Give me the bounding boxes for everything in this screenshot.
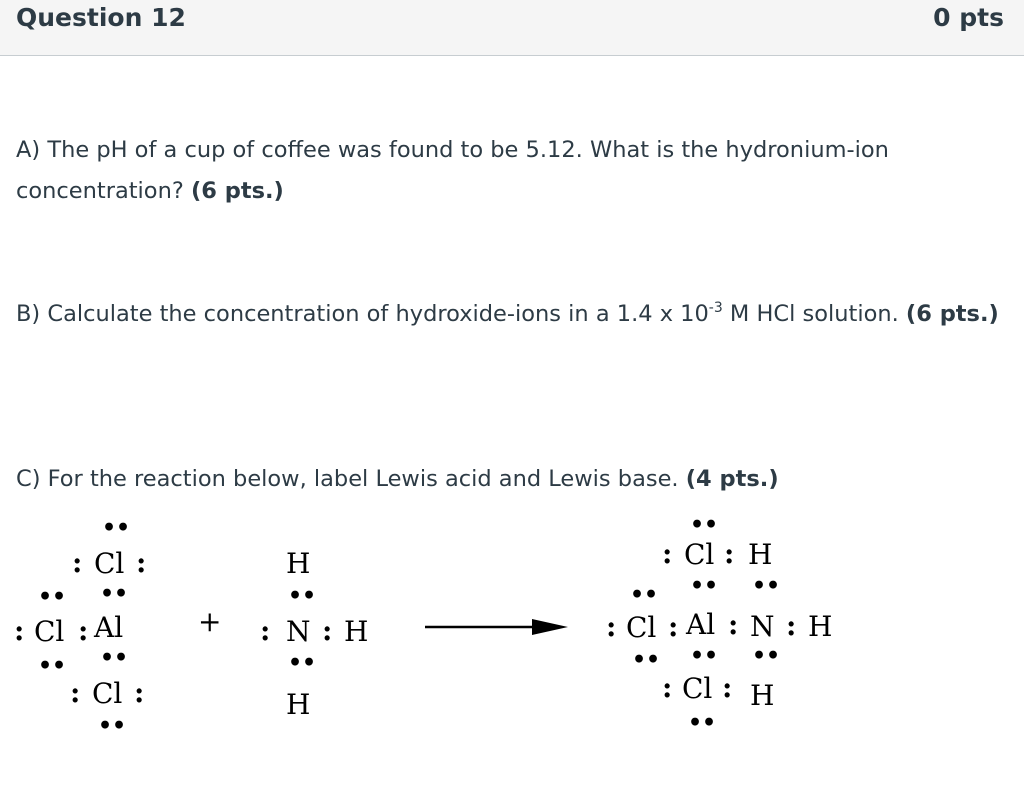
svg-text::: : — [78, 614, 89, 647]
svg-text::: : — [786, 609, 797, 642]
product-h-bottom: H — [750, 679, 775, 712]
product-cl-top: Cl — [684, 538, 715, 571]
svg-text:••: •• — [752, 573, 781, 599]
part-b-question-end: M HCl solution. — [722, 301, 906, 327]
part-b-text — [16, 294, 1001, 335]
lewis-reaction-diagram — [0, 505, 1024, 755]
product-n: N — [750, 610, 775, 643]
n-atom: N — [286, 615, 311, 648]
alcl3-structure — [14, 515, 146, 739]
svg-text:••: •• — [38, 584, 67, 610]
svg-text::: : — [668, 610, 679, 643]
svg-text::: : — [724, 537, 735, 570]
h-atom-top: H — [286, 547, 311, 580]
svg-text:••: •• — [38, 653, 67, 679]
part-c-question: C) For the reaction below, label Lewis acid and Lewis base. — [16, 466, 686, 492]
h-atom-right: H — [344, 615, 369, 648]
svg-text::: : — [728, 608, 739, 641]
svg-text::: : — [70, 676, 81, 709]
svg-text:••: •• — [288, 650, 317, 676]
svg-text:••: •• — [690, 573, 719, 599]
svg-text:••: •• — [690, 643, 719, 669]
question-header — [0, 0, 1024, 56]
svg-text::: : — [260, 614, 271, 647]
question-title: Question 12 — [16, 3, 186, 32]
product-h-top: H — [748, 538, 773, 571]
svg-text:••: •• — [100, 645, 129, 671]
svg-text::: : — [322, 614, 333, 647]
part-c-text — [16, 459, 1001, 500]
svg-text::: : — [662, 671, 673, 704]
h-atom-bottom: H — [286, 688, 311, 721]
al-atom: Al — [94, 611, 124, 644]
product-al: Al — [686, 608, 716, 641]
svg-text:••: •• — [632, 647, 661, 673]
cl-atom-top: Cl — [94, 547, 125, 580]
reaction-arrow — [425, 619, 568, 635]
question-points: 0 pts — [933, 3, 1004, 32]
svg-text::: : — [722, 671, 733, 704]
part-c-points: (4 pts.) — [685, 466, 779, 492]
product-structure — [606, 512, 832, 736]
svg-text:••: •• — [688, 710, 717, 736]
part-b-question-start: B) Calculate the concentration of hydroxide-ions in a 1.4 x 10 — [16, 301, 709, 327]
svg-text::: : — [72, 546, 83, 579]
nh3-structure — [260, 547, 368, 721]
part-b-exponent: -3 — [708, 300, 723, 316]
svg-text:••: •• — [102, 515, 131, 541]
cl-atom-left: Cl — [34, 615, 65, 648]
svg-text:••: •• — [690, 512, 719, 538]
product-cl-left: Cl — [626, 611, 657, 644]
svg-text::: : — [662, 537, 673, 570]
plus-sign: + — [198, 605, 222, 638]
svg-text:••: •• — [630, 582, 659, 608]
part-a-question: A) The pH of a cup of coffee was found to be 5.12. What is the hydronium-ion concentration? — [16, 137, 889, 204]
part-a-points: (6 pts.) — [190, 178, 284, 204]
cl-atom-bottom: Cl — [92, 677, 123, 710]
svg-text::: : — [136, 546, 147, 579]
svg-text:••: •• — [100, 581, 129, 607]
svg-text::: : — [14, 614, 25, 647]
svg-text::: : — [134, 676, 145, 709]
part-b-points: (6 pts.) — [905, 301, 999, 327]
product-h-right: H — [808, 610, 833, 643]
svg-text:••: •• — [752, 643, 781, 669]
product-cl-bottom: Cl — [682, 672, 713, 705]
part-a-text — [16, 130, 1001, 212]
svg-text::: : — [606, 610, 617, 643]
svg-text:••: •• — [288, 583, 317, 609]
svg-text:••: •• — [98, 713, 127, 739]
